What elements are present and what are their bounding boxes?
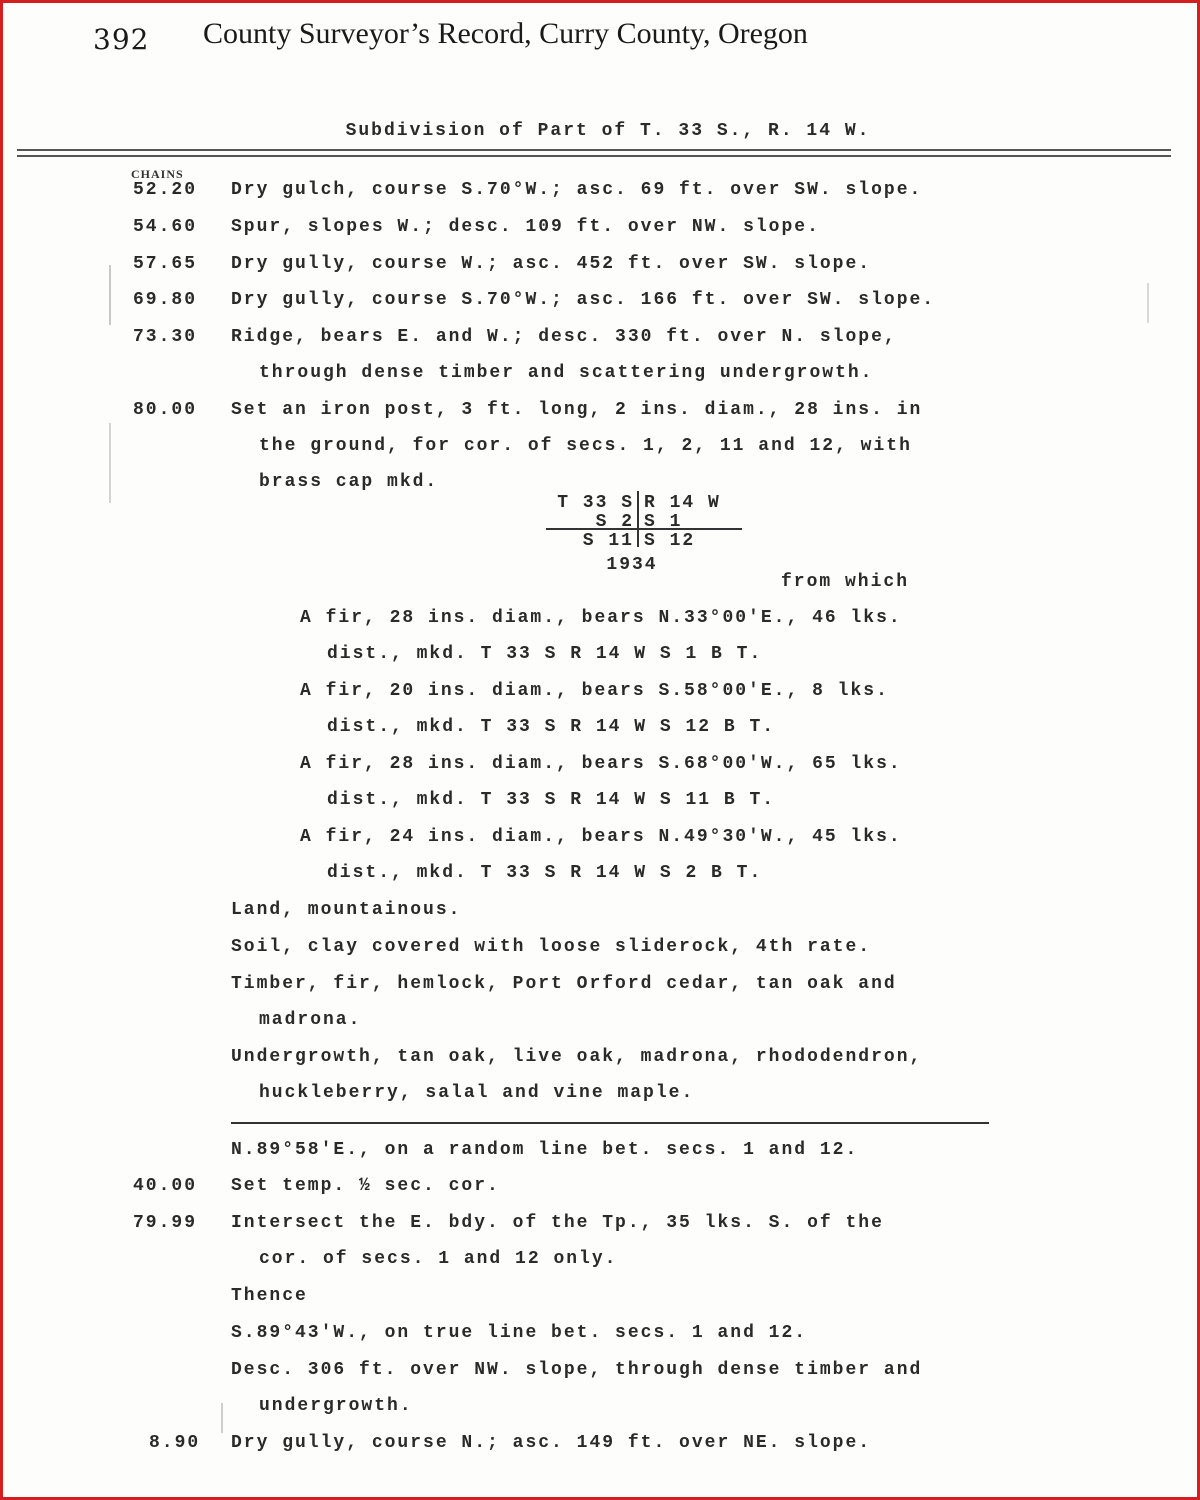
random-line-heading: N.89°58'E., on a random line bet. secs. 1 and 12. bbox=[231, 1140, 859, 1160]
chain-value: 73.30 bbox=[133, 327, 198, 347]
chain-value: 69.80 bbox=[133, 290, 198, 310]
margin-mark bbox=[109, 423, 111, 503]
entry-text: Dry gulch, course S.70°W.; asc. 69 ft. over SW. slope. bbox=[231, 180, 923, 200]
marking-section-sw: S 11 bbox=[582, 531, 634, 551]
timber-description: Timber, fir, hemlock, Port Orford cedar, tan oak and bbox=[231, 974, 897, 994]
entry-text: Spur, slopes W.; desc. 109 ft. over NW. slope. bbox=[231, 217, 820, 237]
undergrowth-description: Undergrowth, tan oak, live oak, madrona, rhododendron, bbox=[231, 1047, 923, 1067]
chain-value: 8.90 bbox=[149, 1433, 201, 1453]
land-description: Land, mountainous. bbox=[231, 900, 462, 920]
margin-mark bbox=[109, 265, 111, 325]
marking-section-ne: S 1 bbox=[644, 512, 683, 532]
true-line-description: Desc. 306 ft. over NW. slope, through dense timber and bbox=[231, 1360, 923, 1380]
chain-value: 79.99 bbox=[133, 1213, 198, 1233]
bearing-tree-line: A fir, 28 ins. diam., bears N.33°00'E., 46 lks. bbox=[300, 608, 902, 628]
chain-value: 54.60 bbox=[133, 217, 198, 237]
timber-description-continued: madrona. bbox=[259, 1010, 362, 1030]
marking-section-se: S 12 bbox=[644, 531, 696, 551]
soil-description: Soil, clay covered with loose sliderock, 4th rate. bbox=[231, 937, 872, 957]
chain-value: 57.65 bbox=[133, 254, 198, 274]
chain-value: 40.00 bbox=[133, 1176, 198, 1196]
entry-text-continued: the ground, for cor. of secs. 1, 2, 11 and 12, with bbox=[259, 436, 912, 456]
chain-value: 52.20 bbox=[133, 180, 198, 200]
entry-text: Set an iron post, 3 ft. long, 2 ins. diam., 28 ins. in bbox=[231, 400, 923, 420]
entry-text: Dry gully, course W.; asc. 452 ft. over SW. slope. bbox=[231, 254, 872, 274]
marking-section-nw: S 2 bbox=[595, 512, 634, 532]
entry-text: Dry gully, course N.; asc. 149 ft. over NE. slope. bbox=[231, 1433, 872, 1453]
entry-text-continued: through dense timber and scattering undergrowth. bbox=[259, 363, 874, 383]
header-double-rule bbox=[17, 149, 1171, 157]
page-title: County Surveyor’s Record, Curry County, Oregon bbox=[203, 17, 808, 50]
chain-value: 80.00 bbox=[133, 400, 198, 420]
bearing-tree-line: A fir, 20 ins. diam., bears S.58°00'E., 8 lks. bbox=[300, 681, 889, 701]
entry-text: Set temp. ½ sec. cor. bbox=[231, 1176, 500, 1196]
entry-text-continued: cor. of secs. 1 and 12 only. bbox=[259, 1249, 618, 1269]
bearing-tree-marking: dist., mkd. T 33 S R 14 W S 12 B T. bbox=[327, 717, 776, 737]
entry-text: Ridge, bears E. and W.; desc. 330 ft. over N. slope, bbox=[231, 327, 897, 347]
margin-mark bbox=[221, 1403, 223, 1433]
entry-text-continued: brass cap mkd. bbox=[259, 472, 439, 492]
marking-range: R 14 W bbox=[644, 493, 721, 513]
entry-text: Dry gully, course S.70°W.; asc. 166 ft. over SW. slope. bbox=[231, 290, 936, 310]
margin-mark bbox=[1147, 283, 1149, 323]
section-separator bbox=[231, 1122, 989, 1124]
marking-year: 1934 bbox=[606, 555, 658, 575]
bearing-tree-marking: dist., mkd. T 33 S R 14 W S 1 B T. bbox=[327, 644, 763, 664]
true-line-heading: S.89°43'W., on true line bet. secs. 1 and 12. bbox=[231, 1323, 808, 1343]
undergrowth-description-continued: huckleberry, salal and vine maple. bbox=[259, 1083, 695, 1103]
section-subtitle: Subdivision of Part of T. 33 S., R. 14 W. bbox=[345, 121, 871, 141]
marking-township: T 33 S bbox=[557, 493, 634, 513]
entry-text: Intersect the E. bdy. of the Tp., 35 lks. S. of the bbox=[231, 1213, 884, 1233]
chains-column-label: CHAINS bbox=[131, 167, 184, 181]
thence-label: Thence bbox=[231, 1286, 308, 1306]
true-line-description-continued: undergrowth. bbox=[259, 1396, 413, 1416]
page-number: 392 bbox=[93, 23, 150, 56]
from-which-label: from which bbox=[781, 572, 910, 592]
bearing-tree-marking: dist., mkd. T 33 S R 14 W S 2 B T. bbox=[327, 863, 763, 883]
bearing-tree-line: A fir, 28 ins. diam., bears S.68°00'W., 65 lks. bbox=[300, 754, 902, 774]
bearing-tree-marking: dist., mkd. T 33 S R 14 W S 11 B T. bbox=[327, 790, 776, 810]
bearing-tree-line: A fir, 24 ins. diam., bears N.49°30'W., 45 lks. bbox=[300, 827, 902, 847]
brass-cap-marking bbox=[538, 489, 748, 579]
